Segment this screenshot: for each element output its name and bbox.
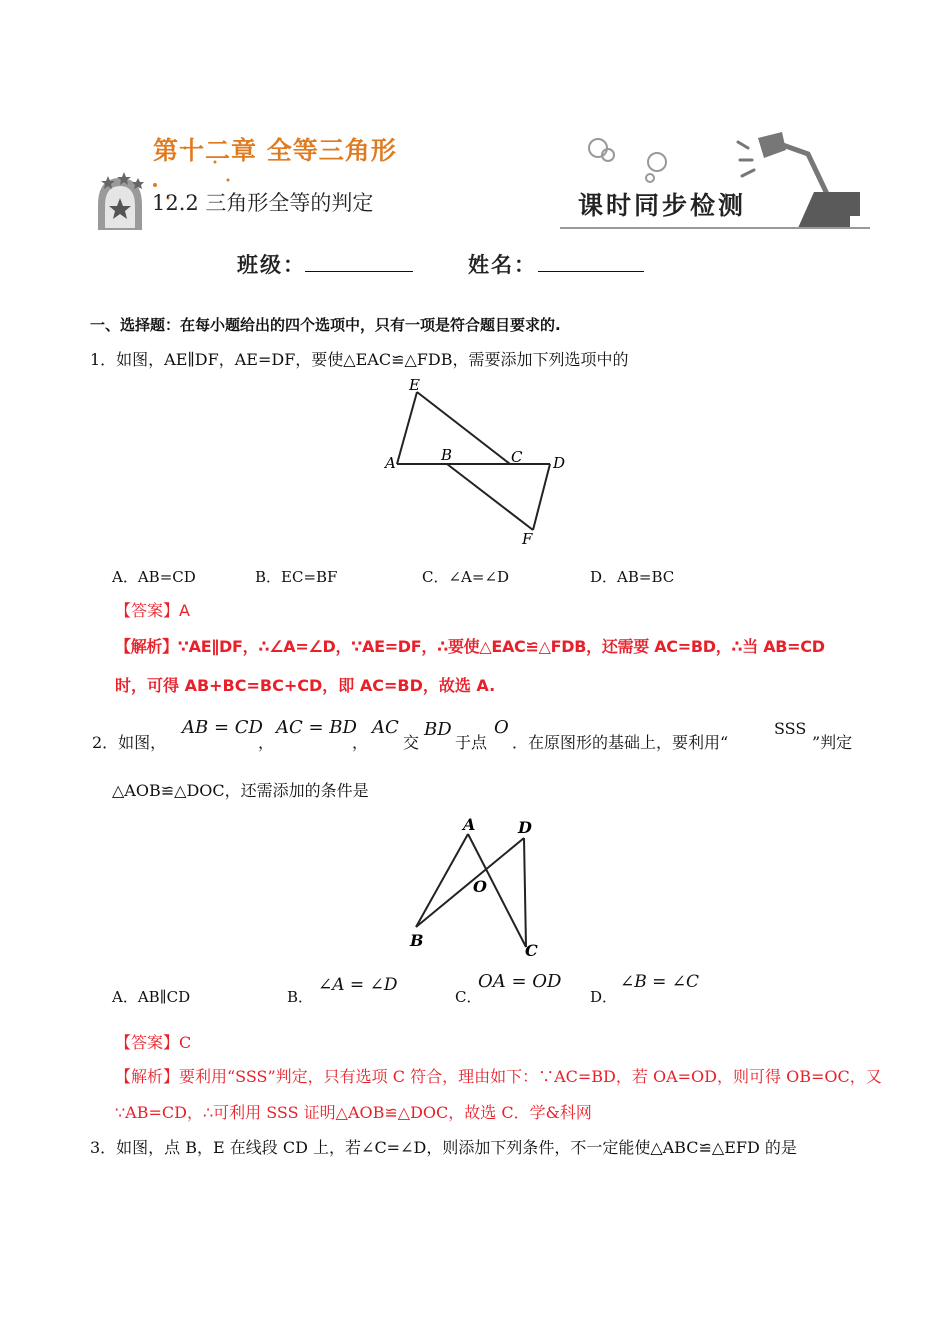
q2-stem-start: 2．如图， [92,733,167,752]
q2-option-b-math[interactable]: ∠A = ∠D [318,975,398,995]
q1-label-B: B [441,446,453,464]
q1-label-C: C [511,448,523,466]
q1-option-a[interactable]: A．AB=CD [112,568,196,586]
q2-eq-ab-cd: AB = CD [182,717,263,738]
q2-bd: BD [424,719,452,740]
q1-label-A: A [385,454,396,472]
q2-label-O: O [473,877,487,896]
desk-lamp-icon [738,132,828,196]
q2-jiao: 交 [403,733,420,752]
q2-stem-mid: ．在原图形的基础上，要利用“ [512,733,729,752]
q1-label-F: F [522,530,533,547]
q2-option-c-math[interactable]: OA = OD [478,971,562,992]
q1-label-E: E [409,376,420,394]
name-field[interactable] [538,271,644,272]
q1-label-D: D [553,454,566,472]
q1-answer: 【答案】A [115,601,190,620]
q2-analysis-line1: 【解析】要利用“SSS”判定，只有选项 C 符合，理由如下：∵AC=BD，若 OA=OD，则可得 OB=OC，又 [115,1067,882,1086]
q2-option-c-label[interactable]: C． [455,988,482,1006]
q2-eq-ac-bd: AC = BD [276,717,357,738]
q2-analysis-line2: ∵AB=CD，∴可利用 SSS 证明△AOB≌△DOC，故选 C．学&科网 [115,1103,592,1122]
q2-label-D: D [518,818,532,837]
brand-title: 课时同步检测 [578,191,747,220]
q3-stem: 3．如图，点 B，E 在线段 CD 上，若∠C=∠D，则添加下列条件，不一定能使△ABC≌△EFD 的是 [90,1138,797,1157]
q2-option-d-label[interactable]: D． [590,988,618,1006]
q1-analysis-line1: 【解析】∵AE∥DF，∴∠A=∠D，∵AE=DF，∴要使△EAC≌△FDB，还需要 AC=BD，∴当 AB=CD [115,637,825,656]
class-label: 班级： [237,252,306,277]
chapter-title: 第十二章 全等三角形 [153,136,397,165]
q2-sss: SSS [774,719,807,738]
q1-option-d[interactable]: D．AB=BC [590,568,675,586]
section-title: 12.2 三角形全等的判定 [152,191,374,215]
q1-figure [375,372,575,547]
q2-comma-2: ， [352,733,369,752]
q2-yudian: 于点 [455,733,488,752]
q2-option-b-label[interactable]: B． [287,988,314,1006]
q2-stem-end: ”判定 [812,733,853,752]
q1-stem: 1．如图，AE∥DF，AE=DF，要使△EAC≌△FDB，需要添加下列选项中的 [90,350,629,369]
q1-analysis-line2: 时，可得 AB+BC=BC+CD，即 AC=BD，故选 A. [115,676,496,695]
q2-label-A: A [463,815,476,834]
q2-o: O [494,717,509,738]
q2-option-a[interactable]: A．AB∥CD [112,988,191,1006]
q2-answer: 【答案】C [115,1033,192,1052]
q2-label-B: B [410,931,424,950]
q2-comma-1: ， [258,733,275,752]
q1-option-c[interactable]: C．∠A=∠D [422,568,510,586]
q2-figure [400,812,560,962]
q2-ac: AC [372,717,399,738]
section-heading: 一、选择题：在每小题给出的四个选项中，只有一项是符合题目要求的. [90,316,561,334]
bubbles-icon [589,139,666,182]
name-label: 姓名： [468,252,537,277]
star-badge-icon [98,172,144,230]
class-field[interactable] [305,271,413,272]
q2-option-d-math[interactable]: ∠B = ∠C [620,972,700,992]
q1-option-b[interactable]: B．EC=BF [255,568,338,586]
q2-stem-line2: △AOB≌△DOC，还需添加的条件是 [112,781,369,800]
q2-label-C: C [525,941,538,960]
